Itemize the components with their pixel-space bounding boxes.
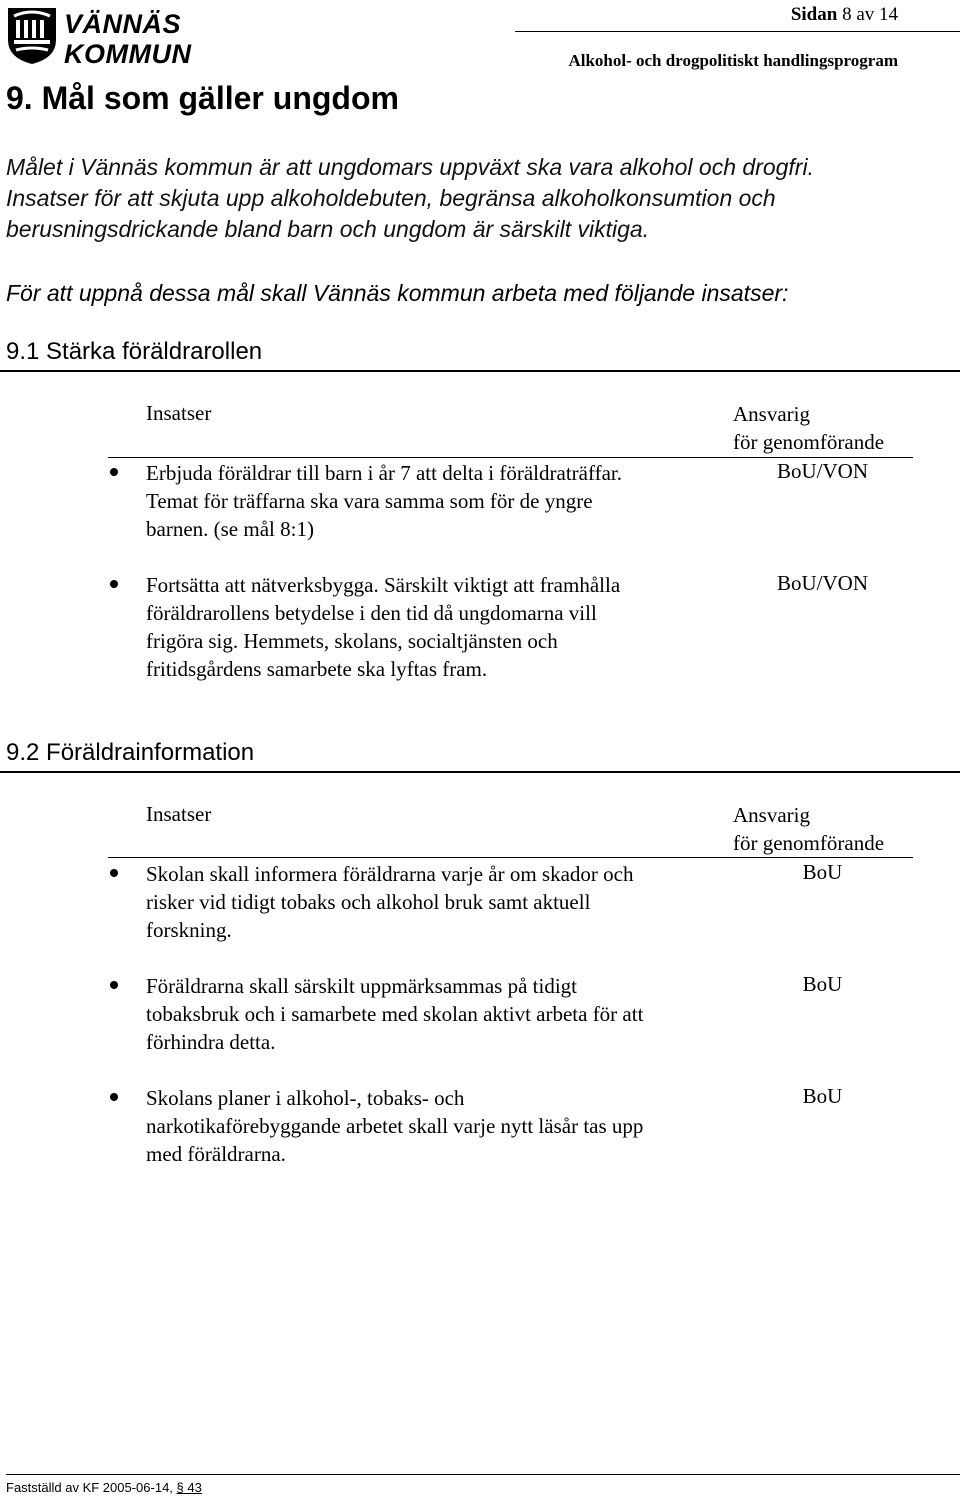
- action-line: Fortsätta att nätverksbygga. Särskilt viktigt att framhålla: [146, 573, 621, 597]
- column-header-insatser: Insatser: [146, 802, 212, 826]
- page-total: 14: [879, 4, 898, 25]
- action-line: Skolans planer i alkohol-, tobaks- och: [146, 1086, 465, 1110]
- action-line: föräldrarollens betydelse i den tid då ungdomarna vill: [146, 601, 597, 625]
- intro-line: Insatser för att skjuta upp alkoholdebuten, begränsa alkoholkonsumtion och: [6, 185, 776, 211]
- kommun-logo: [6, 6, 192, 72]
- ansvarig-line2: för genomförande: [733, 430, 885, 454]
- responsible: BoU: [802, 860, 843, 884]
- bullet-icon: [110, 981, 118, 989]
- action-line: narkotikaförebyggande arbetet skall varje nytt läsår tas upp: [146, 1114, 644, 1138]
- footer-divider: [6, 1474, 960, 1475]
- action-line: fritidsgårdens samarbete ska lyftas fram.: [146, 657, 488, 681]
- action-item: [146, 459, 726, 543]
- footer-prefix: Fastställd av KF 2005-06-14,: [6, 1480, 177, 1495]
- header-divider: [515, 31, 960, 32]
- column-header-insatser: Insatser: [146, 401, 212, 425]
- page-current: 8: [842, 4, 852, 25]
- bullet-icon: [110, 580, 118, 588]
- footer-ref: § 43: [176, 1480, 202, 1495]
- action-line: Skolan skall informera föräldrarna varje år om skador och: [146, 862, 634, 886]
- logo-text-line1: VÄNNÄS: [64, 9, 182, 39]
- action-line: forskning.: [146, 918, 232, 942]
- action-line: tobaksbruk och i samarbete med skolan aktivt arbeta för att: [146, 1002, 644, 1026]
- action-line: Erbjuda föräldrar till barn i år 7 att delta i föräldraträffar.: [146, 461, 622, 485]
- section-rule: [0, 771, 960, 773]
- action-item: [146, 860, 726, 944]
- action-line: risker vid tidigt tobaks och alkohol bruk samt aktuell: [146, 890, 591, 914]
- responsible: BoU: [802, 1084, 843, 1108]
- page-heading: 9. Mål som gäller ungdom: [6, 80, 399, 116]
- action-line: förhindra detta.: [146, 1030, 276, 1054]
- action-item: [146, 571, 726, 683]
- coat-of-arms-icon: [6, 6, 58, 66]
- logo-text-line2: KOMMUN: [64, 39, 192, 69]
- page-label: Sidan: [790, 4, 838, 25]
- bullet-icon: [110, 468, 118, 476]
- bullet-icon: [110, 1093, 118, 1101]
- action-line: med föräldrarna.: [146, 1142, 286, 1166]
- responsible: BoU/VON: [776, 459, 868, 483]
- document-title: Alkohol- och drogpolitiskt handlingsprogram: [568, 51, 898, 70]
- action-line: Temat för träffarna ska vara samma som för de yngre: [146, 489, 593, 513]
- ansvarig-line1: Ansvarig: [733, 803, 810, 827]
- action-item: [146, 1084, 726, 1168]
- intro-line: Målet i Vännäs kommun är att ungdomars uppväxt ska vara alkohol och drogfri.: [6, 154, 814, 180]
- ansvarig-line1: Ansvarig: [733, 402, 810, 426]
- page-separator: av: [856, 4, 875, 25]
- section-title-9-2: 9.2 Föräldrainformation: [6, 739, 255, 766]
- action-line: Föräldrarna skall särskilt uppmärksammas på tidigt: [146, 974, 577, 998]
- ansvarig-line2: för genomförande: [733, 831, 885, 855]
- section-rule: [0, 370, 960, 372]
- bullet-icon: [110, 869, 118, 877]
- intro-paragraph: [6, 152, 956, 245]
- column-header-ansvarig: [733, 801, 884, 857]
- table-header-rule: [108, 857, 913, 858]
- page-number: [700, 4, 898, 26]
- intro-line: berusningsdrickande bland barn och ungdom är särskilt viktiga.: [6, 216, 650, 242]
- action-item: [146, 972, 726, 1056]
- footer-text: [6, 1480, 202, 1495]
- table-header-rule: [108, 457, 913, 458]
- responsible: BoU/VON: [776, 571, 868, 595]
- section-title-9-1: 9.1 Stärka föräldrarollen: [6, 338, 263, 365]
- action-intro: För att uppnå dessa mål skall Vännäs kommun arbeta med följande insatser:: [6, 280, 789, 306]
- responsible: BoU: [802, 972, 843, 996]
- column-header-ansvarig: [733, 400, 884, 456]
- action-line: barnen. (se mål 8:1): [146, 517, 314, 541]
- action-line: frigöra sig. Hemmets, skolans, socialtjänsten och: [146, 629, 558, 653]
